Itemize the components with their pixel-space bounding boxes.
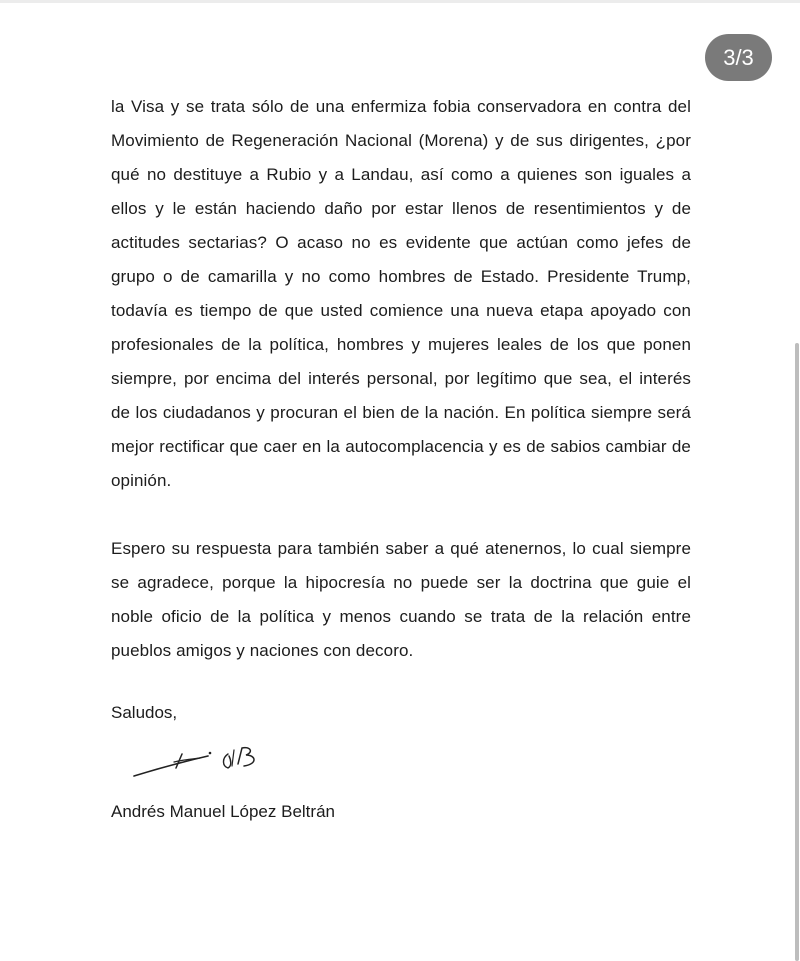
scrollbar[interactable] (795, 343, 799, 961)
letter-paragraph-1: la Visa y se trata sólo de una enfermiza fobia conservadora en contra del Movimiento de Regeneración Nacional (Morena) y de sus dirigentes, ¿por qué no destituye a Rubio y a Landau, así como a quienes son iguales a ellos y le están haciendo daño por estar llenos de resentimientos y de actitudes sectarias? O acaso no es evidente que actúan como jefes de grupo o de camarilla y no como hombres de Estado. Presidente Trump, todavía es tiempo de que usted comience una nueva etapa apoyado con profesionales de la política, hombres y mujeres leales de los que ponen siempre, por encima del interés personal, por legítimo que sea, el interés de los ciudadanos y procuran el bien de la nación. En política siempre será mejor rectificar que caer en la autocomplacencia y es de sabios cambiar de opinión. (111, 97, 691, 490)
signature-image (130, 740, 275, 780)
page-indicator-badge: 3/3 (705, 34, 772, 81)
top-divider (0, 0, 800, 3)
letter-body (111, 90, 691, 668)
letter-greeting: Saludos, (111, 703, 178, 722)
letter-paragraph-2: Espero su respuesta para también saber a qué atenernos, lo cual siempre se agradece, porque la hipocresía no puede ser la doctrina que guie el noble oficio de la política y menos cuando se trata de la relación entre pueblos amigos y naciones con decoro. (111, 539, 691, 660)
letter-author: Andrés Manuel López Beltrán (111, 802, 335, 821)
